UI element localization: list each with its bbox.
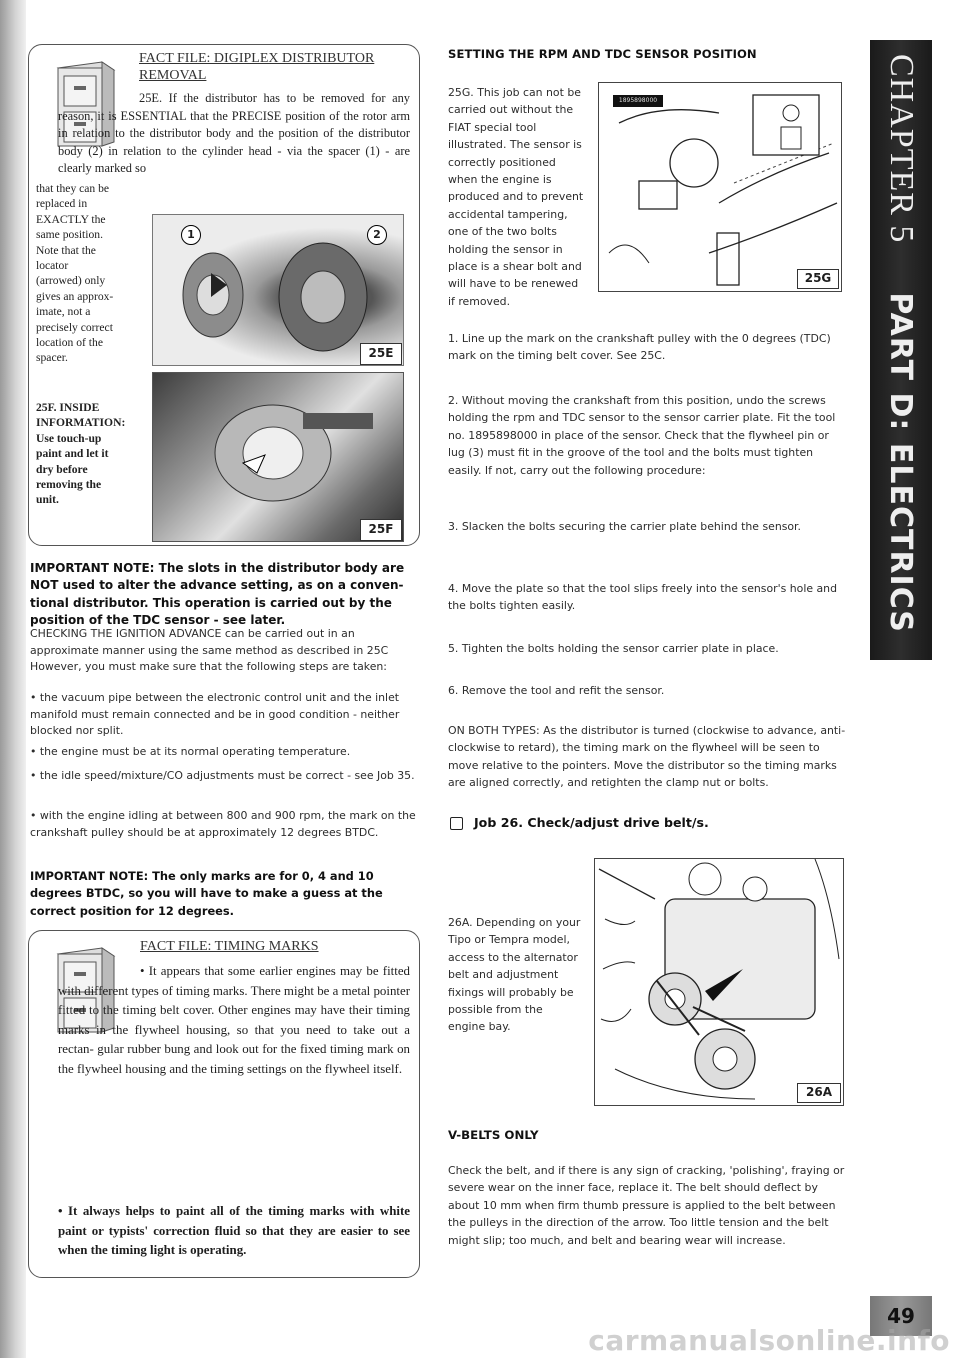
checking-bullet-idle: • the idle speed/mixture/CO adjustments must be correct - see Job 35. [30, 769, 415, 782]
figure-label-25e: 25E [360, 343, 402, 365]
step-5: 5. Tighten the bolts holding the sensor carrier plate in place. [448, 642, 779, 655]
page-edge-shadow [0, 0, 26, 1358]
paragraph-25g: 25G. This job can not be carried out without the FIAT special tool illustrated. The sensor is correctly positioned when the engine is produced and to prevent accidental tampering, one of the two bolts holding the sensor in place is a shear bolt and will have to be renewed if removed. [448, 86, 584, 308]
checking-bullet-temperature: • the engine must be at its normal operating temperature. [30, 745, 351, 758]
figure-label-26a: 26A [797, 1083, 841, 1103]
important-note-slots: IMPORTANT NOTE: The slots in the distributor body are NOT used to alter the advance setting, as on a conven- tional distributor. This operation is carried out by the position of the TDC sensor - see later. [30, 561, 405, 628]
callout-2: 2 [367, 225, 387, 245]
checking-advance-intro: CHECKING THE IGNITION ADVANCE can be carried out in an approximate manner using the same method as described in 25C However, you must make sure that the following steps are taken: [30, 627, 389, 674]
job-26-heading: Job 26. Check/adjust drive belt/s. [474, 815, 709, 830]
fact-file-text-25e: that they can be replaced in EXACTLY the same position. Note that the locator (arrowed) only gives an approx- imate, not a precisely correct location of the spacer. [36, 182, 114, 365]
chapter-side-tab [870, 40, 932, 660]
step-2: 2. Without moving the crankshaft from this position, undo the screws holding the rpm and TDC sensor to the sensor carrier plate. Fit the tool no. 1895898000 in place of the sensor. Check that the flywheel pin or lug (3) must fit in the groove of the tool and the bolts must tighten easily. If not, carry out the following procedure: [448, 394, 836, 477]
section-heading-rpm-tdc: SETTING THE RPM AND TDC SENSOR POSITION [448, 47, 757, 61]
both-types-note: ON BOTH TYPES: As the distributor is turned (clockwise to advance, anti-clockwise to retard), the timing mark on the flywheel will be seen to move relative to the pointers. Move the distributor so the timing marks are aligned correctly, and retighten the clamp nut or bolts. [448, 724, 846, 790]
page-number: 49 [870, 1296, 932, 1336]
step-4: 4. Move the plate so that the tool slips freely into the sensor's hole and the bolts tighten easily. [448, 582, 837, 613]
paragraph-26a: 26A. Depending on your Tipo or Tempra model, access to the alternator belt and adjustment fixings will probably be possible from the engine bay. [448, 916, 581, 1034]
side-tab-chapter: CHAPTER 5 [883, 54, 920, 244]
callout-1: 1 [181, 225, 201, 245]
checking-bullet-vacuum: • the vacuum pipe between the electronic control unit and the inlet manifold must remain connected and be in good condition - neither blocked nor split. [30, 691, 400, 738]
figure-label-25f: 25F [360, 519, 402, 541]
photo-distributor-spacer [152, 214, 404, 366]
section-heading-v-belts: V-BELTS ONLY [448, 1128, 539, 1142]
job-26-checkbox[interactable] [450, 817, 463, 830]
tool-number-label: 1895898000 [613, 95, 663, 107]
step-1: 1. Line up the mark on the crankshaft pulley with the 0 degrees (TDC) mark on the timing belt cover. See 25C. [448, 332, 831, 363]
fact-file-title: FACT FILE: DIGIPLEX DISTRIBUTOR REMOVAL [139, 51, 375, 83]
fact-file-intro: 25E. If the distributor has to be removed for any reason, it is ESSENTIAL that the PRECISE position of the rotor arm in relation to the distributor body and the position of the distributor body (2) in relation to the cylinder head - via the spacer (1) - are clearly marked so [58, 91, 410, 176]
fact-file-title: FACT FILE: TIMING MARKS [140, 939, 319, 954]
side-tab-part: PART D: ELECTRICS [883, 292, 918, 633]
step-3: 3. Slacken the bolts securing the carrier plate behind the sensor. [448, 520, 801, 533]
fact-file-text-25f: 25F. INSIDE INFORMATION: Use touch-up paint and let it dry before removing the unit. [36, 401, 126, 507]
fact-file-bullet-paint: • It always helps to paint all of the timing marks with white paint or typists' correction fluid so that they are easier to see when the timing light is operating. [58, 1204, 410, 1257]
figure-label-25g: 25G [797, 269, 839, 289]
diagram-sensor-tool [598, 82, 842, 292]
paragraph-v-belts: Check the belt, and if there is any sign of cracking, 'polishing', fraying or severe wear on the inner face, replace it. The belt should deflect by about 10 mm when firm thumb pressure is applied to the belt between the pulleys in the direction of the arrow. Too little tension and the belt might slip; too much, and belt and bearing wear will increase. [448, 1164, 845, 1247]
step-6: 6. Remove the tool and refit the sensor. [448, 684, 665, 697]
checking-bullet-rpm: • with the engine idling at between 800 and 900 rpm, the mark on the crankshaft pulley should be at approximately 12 degrees BTDC. [30, 809, 416, 839]
fact-file-bullet-pointer: • It appears that some earlier engines may be fitted with different types of timing marks. There might be a metal pointer fitted to the timing belt cover. Other engines may have their timing marks in the flywheel housing, so that you need to take out a rectan- gular rubber bung and look out for the fixed timing mark on the flywheel housing and the timing settings on the flywheel itself. [58, 964, 410, 1076]
footer-watermark: carmanualsonline.info [588, 1324, 950, 1357]
important-note-marks: IMPORTANT NOTE: The only marks are for 0, 4 and 10 degrees BTDC, so you will have to make a guess at the correct position for 12 degrees. [30, 869, 383, 918]
diagram-alternator-belt [594, 858, 844, 1106]
photo-distributor-marked [152, 372, 404, 542]
